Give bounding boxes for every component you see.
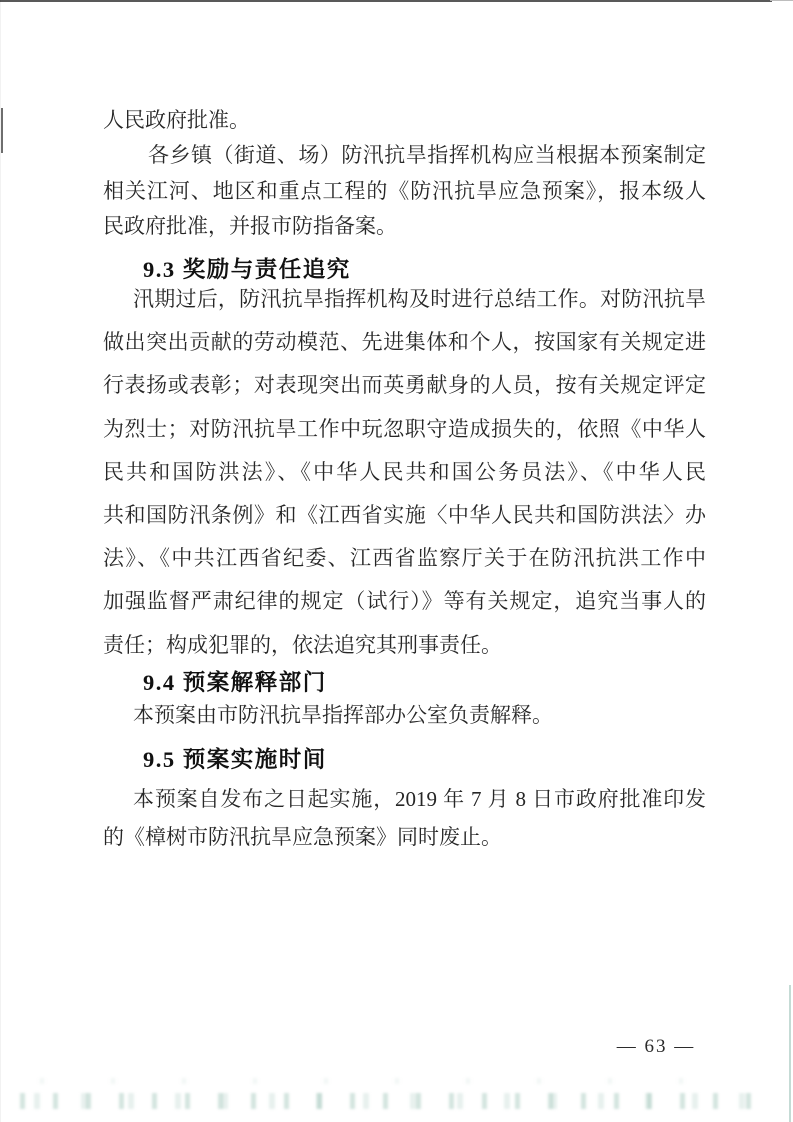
text-line: 行表扬或表彰；对表现突出而英勇献身的人员，按有关规定评定 <box>103 373 706 398</box>
text-line: 人民政府批准。 <box>103 108 250 132</box>
paragraph-interpretation <box>103 697 706 733</box>
body-text-block-interpretation <box>103 697 706 733</box>
page-number: — 63 — <box>616 1036 696 1057</box>
text-line: 民政府批准，并报市防指备案。 <box>103 214 397 239</box>
paragraph-continuation <box>103 103 706 138</box>
section-heading-9-4: 9.4 预案解释部门 <box>143 670 327 695</box>
scan-top-edge-line <box>0 0 772 2</box>
section-heading-9-3: 9.3 奖励与责任追究 <box>143 257 351 282</box>
scan-left-edge-mark <box>1 108 3 153</box>
text-line: 民共和国防洪法》、《中华人民共和国公务员法》、《中华人民 <box>103 459 706 484</box>
text-line: 各乡镇（街道、场）防汛抗旱指挥机构应当根据本预案制定 <box>148 143 706 168</box>
scan-right-edge-line <box>789 985 791 1122</box>
text-line: 共和国防汛条例》和《江西省实施〈中华人民共和国防洪法〉办 <box>103 503 706 528</box>
text-line: 做出突出贡献的劳动模范、先进集体和个人，按国家有关规定进 <box>103 330 706 355</box>
text-line: 为烈士；对防汛抗旱工作中玩忽职守造成损失的，依照《中华人 <box>103 416 706 441</box>
text-line: 本预案由市防汛抗旱指挥部办公室负责解释。 <box>133 703 553 727</box>
text-line: 汛期过后，防汛抗旱指挥机构及时进行总结工作。对防汛抗旱 <box>133 287 706 311</box>
text-line: 的《樟树市防汛抗旱应急预案》同时废止。 <box>103 825 502 849</box>
body-text-block-implementation <box>103 780 706 856</box>
text-line: 法》、《中共江西省纪委、江西省监察厅关于在防汛抗洪工作中 <box>103 546 706 571</box>
scan-left-edge-faint-line <box>0 0 1 1122</box>
paragraph-township-plans <box>103 138 706 244</box>
scan-noise-band-upper <box>40 1078 733 1084</box>
text-line: 本预案自发布之日起实施，2019 年 7 月 8 日市政府批准印发 <box>133 787 706 811</box>
scan-noise-band <box>20 1093 775 1109</box>
body-text-block-top <box>103 103 706 245</box>
text-line: 加强监督严肃纪律的规定（试行）》等有关规定，追究当事人的 <box>103 589 706 614</box>
section-heading-9-5: 9.5 预案实施时间 <box>143 747 327 772</box>
scan-top-edge-tail <box>770 0 793 1</box>
text-line: 责任；构成犯罪的，依法追究其刑事责任。 <box>103 632 502 657</box>
paragraph-rewards-accountability <box>103 278 706 667</box>
body-text-block-rewards <box>103 278 706 667</box>
text-line: 相关江河、地区和重点工程的《防汛抗旱应急预案》，报本级人 <box>103 178 706 203</box>
paragraph-implementation-date <box>103 780 706 856</box>
